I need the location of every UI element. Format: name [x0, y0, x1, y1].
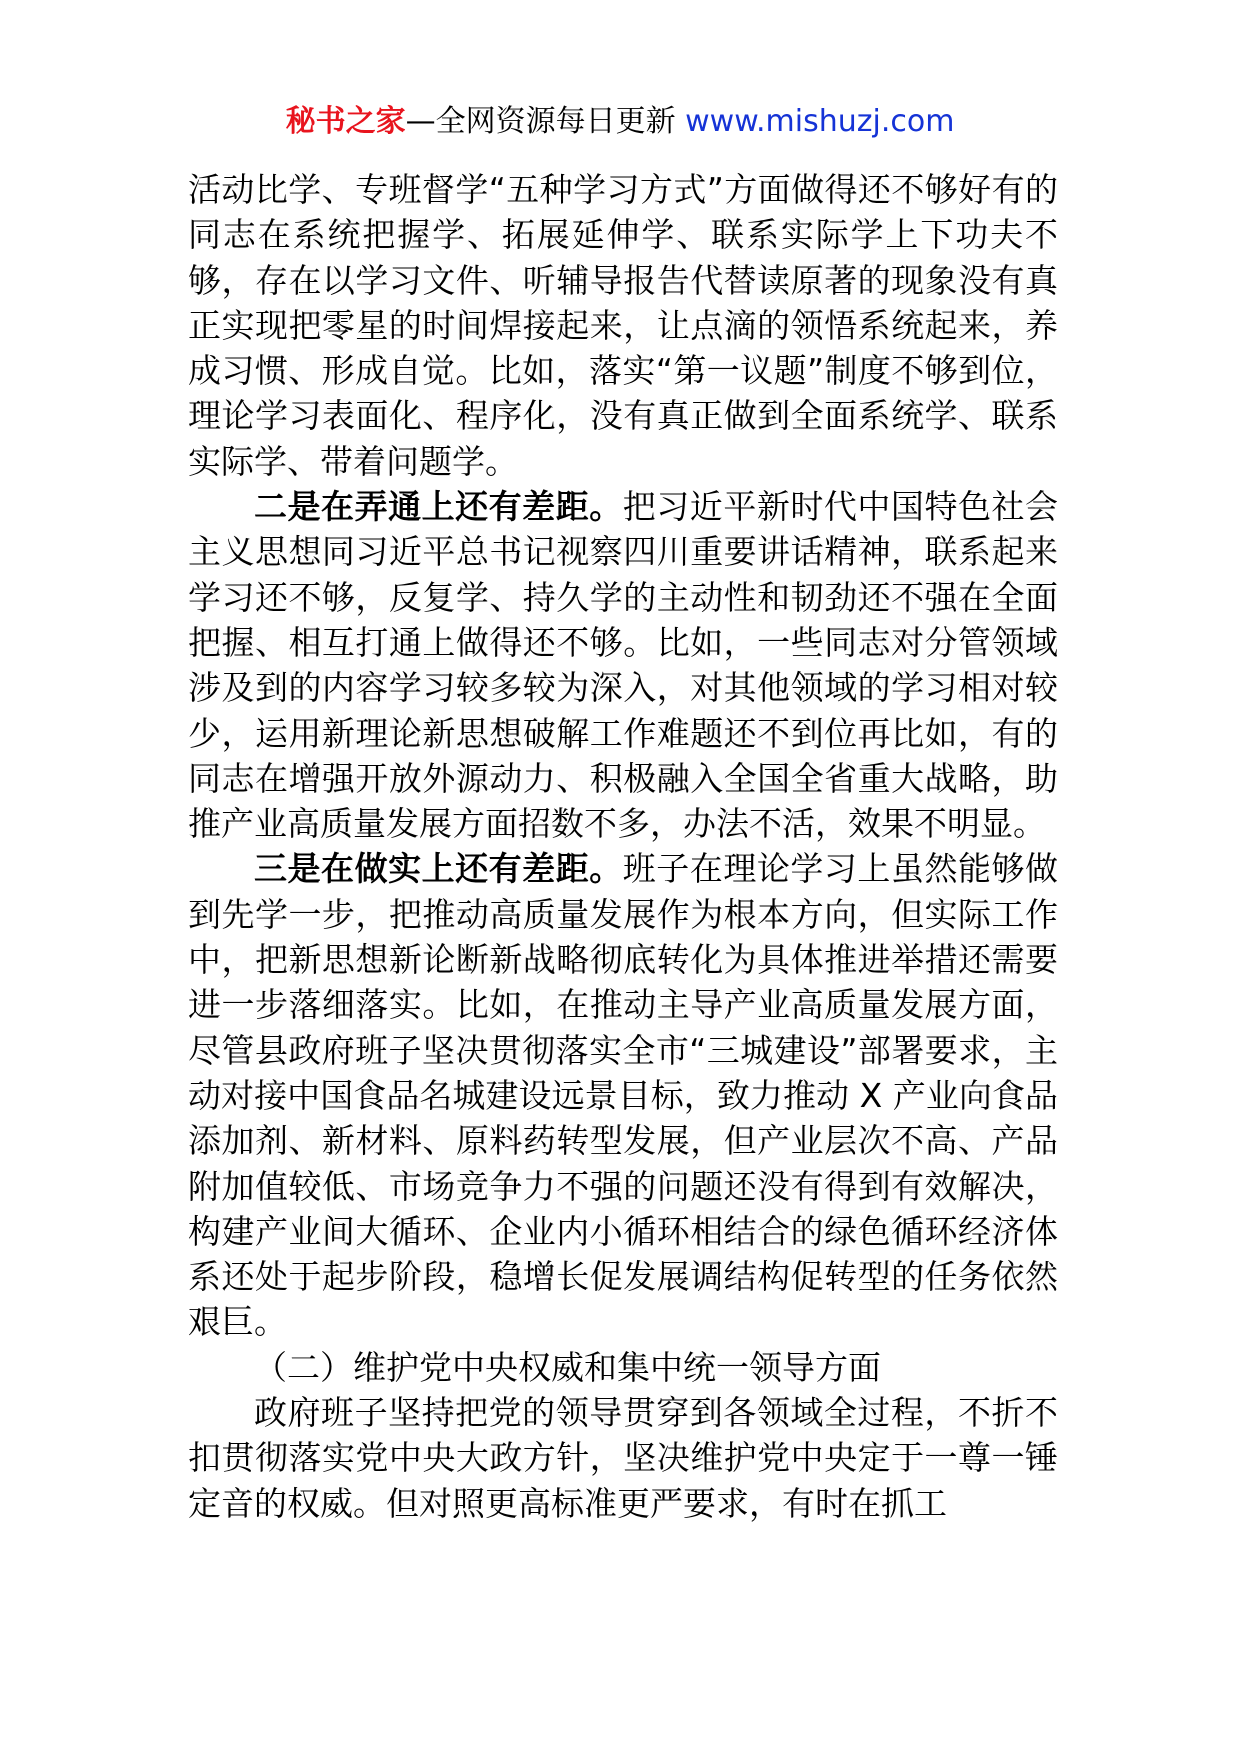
document-body: [188, 167, 1058, 1526]
header-url-link[interactable]: www.mishuzj.com: [685, 104, 955, 139]
paragraph-section-intro: [188, 1390, 1058, 1526]
paragraph-text: 班子在理论学习上虽然能够做到先学一步，把推动高质量发展作为根本方向，但实际工作中，把新思想新论断新战略彻底转化为具体推进举措还需要进一步落细落实。比如，在推动主导产业高质量发展方面，尽管县政府班子坚决贯彻落实全市“三城建设”部署要求，主动对接中国食品名城建设远景目标，致力推动 X 产业向食品添加剂、新材料、原料药转型发展，但产业层次不高、产品附加值较低、市场竞争力不强的问题还没有得到有效解决，构建产业间大循环、企业内小循环相结合的绿色循环经济体系还处于起步阶段，稳增长促发展调结构促转型的任务依然艰巨。: [188, 849, 1059, 1342]
paragraph-point-two: [188, 484, 1058, 846]
header-slogan: —全网资源每日更新: [405, 104, 686, 139]
page-header: [0, 100, 1240, 144]
paragraph-lead-heading: 三是在做实上还有差距。: [254, 849, 623, 889]
paragraph-lead-heading: 二是在弄通上还有差距。: [254, 487, 623, 527]
section-heading-text: （二）维护党中央权威和集中统一领导方面: [254, 1347, 881, 1387]
paragraph-text: 把习近平新时代中国特色社会主义思想同习近平总书记视察四川重要讲话精神，联系起来学习还不够，反复学、持久学的主动性和韧劲还不强在全面把握、相互打通上做得还不够。比如，一些同志对分管领域涉及到的内容学习较多较为深入，对其他领域的学习相对较少，运用新理论新思想破解工作难题还不到位再比如，有的同志在增强开放外源动力、积极融入全国全省重大战略，助推产业高质量发展方面招数不多，办法不活，效果不明显。: [188, 487, 1059, 844]
paragraph-point-three: [188, 846, 1058, 1344]
paragraph-continued: [188, 167, 1058, 484]
section-heading: [188, 1345, 1058, 1390]
header-brand: 秘书之家: [285, 104, 406, 139]
paragraph-text: 活动比学、专班督学“五种学习方式”方面做得还不够好有的同志在系统把握学、拓展延伸学、联系实际学上下功夫不够，存在以学习文件、听辅导报告代替读原著的现象没有真正实现把零星的时间焊接起来，让点滴的领悟系统起来，养成习惯、形成自觉。比如，落实“第一议题”制度不够到位，理论学习表面化、程序化，没有真正做到全面系统学、联系实际学、带着问题学。: [188, 170, 1058, 481]
paragraph-text: 政府班子坚持把党的领导贯穿到各领域全过程，不折不扣贯彻落实党中央大政方针，坚决维护党中央定于一尊一锤定音的权威。但对照更高标准更严要求，有时在抓工: [188, 1393, 1058, 1523]
